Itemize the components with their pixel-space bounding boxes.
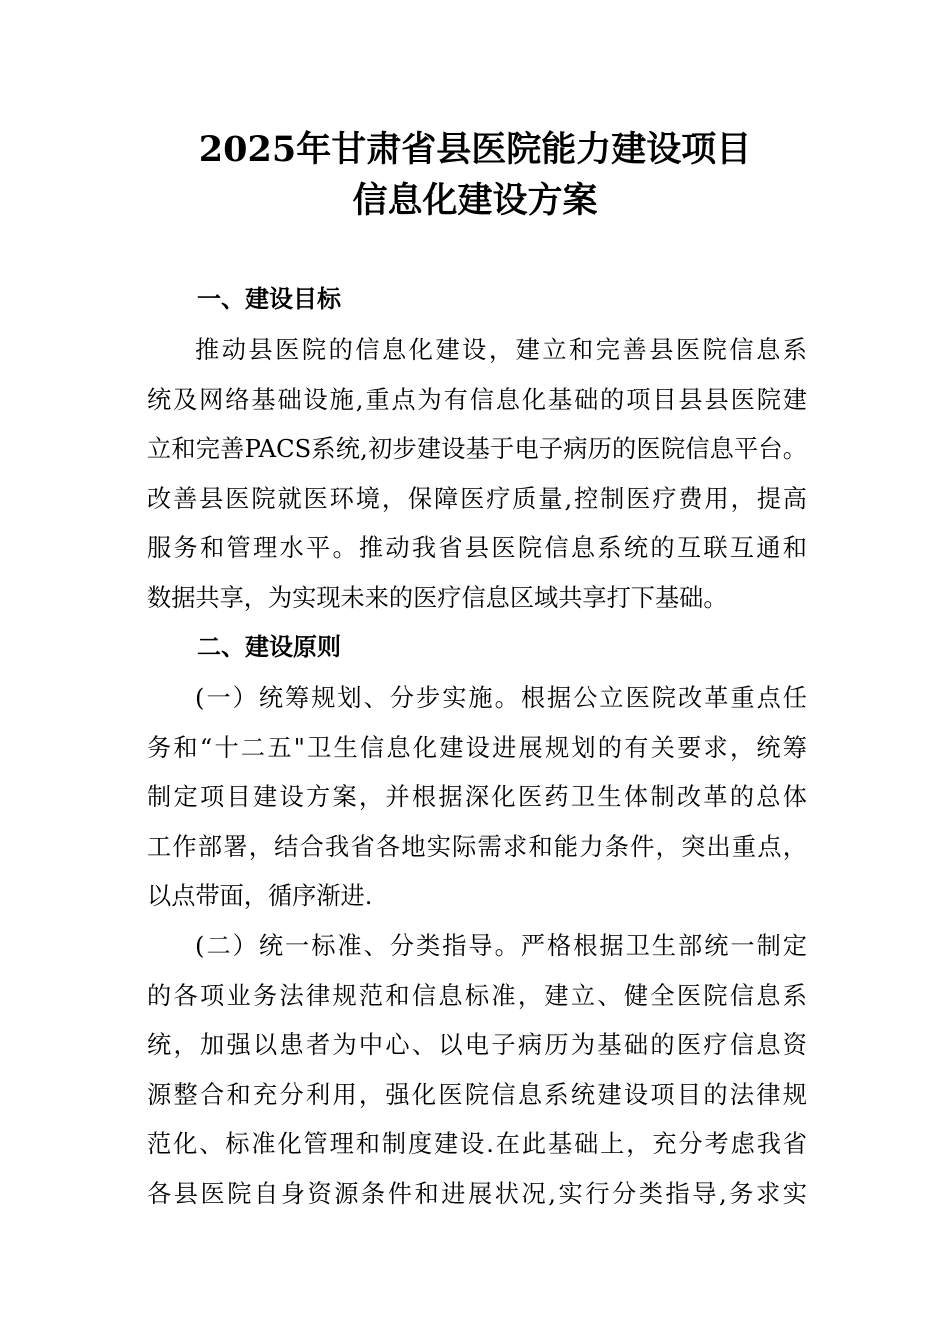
section-heading-principles: 二、建设原则 [197, 633, 341, 661]
paragraph-line: 务和“十二五"卫生信息化建设进展规划的有关要求，统筹 [147, 733, 807, 762]
paragraph-line: 数据共享，为实现未来的医疗信息区域共享打下基础。 [147, 583, 728, 612]
paragraph-line: 服务和管理水平。推动我省县医院信息系统的互联互通和 [147, 534, 807, 563]
principle-1-paragraph [147, 674, 807, 922]
paragraph-line: 工作部署，结合我省各地实际需求和能力条件，突出重点， [147, 832, 807, 861]
section-goals-paragraph [147, 326, 807, 624]
document-title-line-1: 2025年甘肃省县医院能力建设项目 [198, 129, 752, 170]
paragraph-line: 统及网络基础设施,重点为有信息化基础的项目县县医院建 [147, 385, 807, 414]
paragraph-line: 范化、标准化管理和制度建设.在此基础上，充分考虑我省 [147, 1130, 807, 1159]
paragraph-line: 各县医院自身资源条件和进展状况,实行分类指导,务求实 [147, 1179, 807, 1208]
paragraph-line: 源整合和充分利用，强化医院信息系统建设项目的法律规 [147, 1080, 807, 1109]
paragraph-line: 立和完善PACS系统,初步建设基于电子病历的医院信息平台。 [147, 435, 807, 464]
paragraph-line: (二）统一标准、分类指导。严格根据卫生部统一制定 [195, 932, 807, 960]
principle-2-paragraph [147, 922, 807, 1220]
paragraph-line: (一）统筹规划、分步实施。根据公立医院改革重点任 [195, 684, 807, 712]
paragraph-line: 推动县医院的信息化建设，建立和完善县医院信息系 [195, 336, 807, 364]
paragraph-line: 制定项目建设方案，并根据深化医药卫生体制改革的总体 [147, 783, 807, 812]
paragraph-line: 统，加强以患者为中心、以电子病历为基础的医疗信息资 [147, 1031, 807, 1060]
document-title-line-2: 信息化建设方案 [352, 180, 598, 221]
paragraph-line: 以点带面，循序渐进. [147, 882, 373, 911]
paragraph-line: 改善县医院就医环境，保障医疗质量,控制医疗费用，提高 [147, 484, 807, 513]
paragraph-line: 的各项业务法律规范和信息标准，建立、健全医院信息系 [147, 981, 807, 1010]
section-heading-goals: 一、建设目标 [197, 285, 341, 313]
